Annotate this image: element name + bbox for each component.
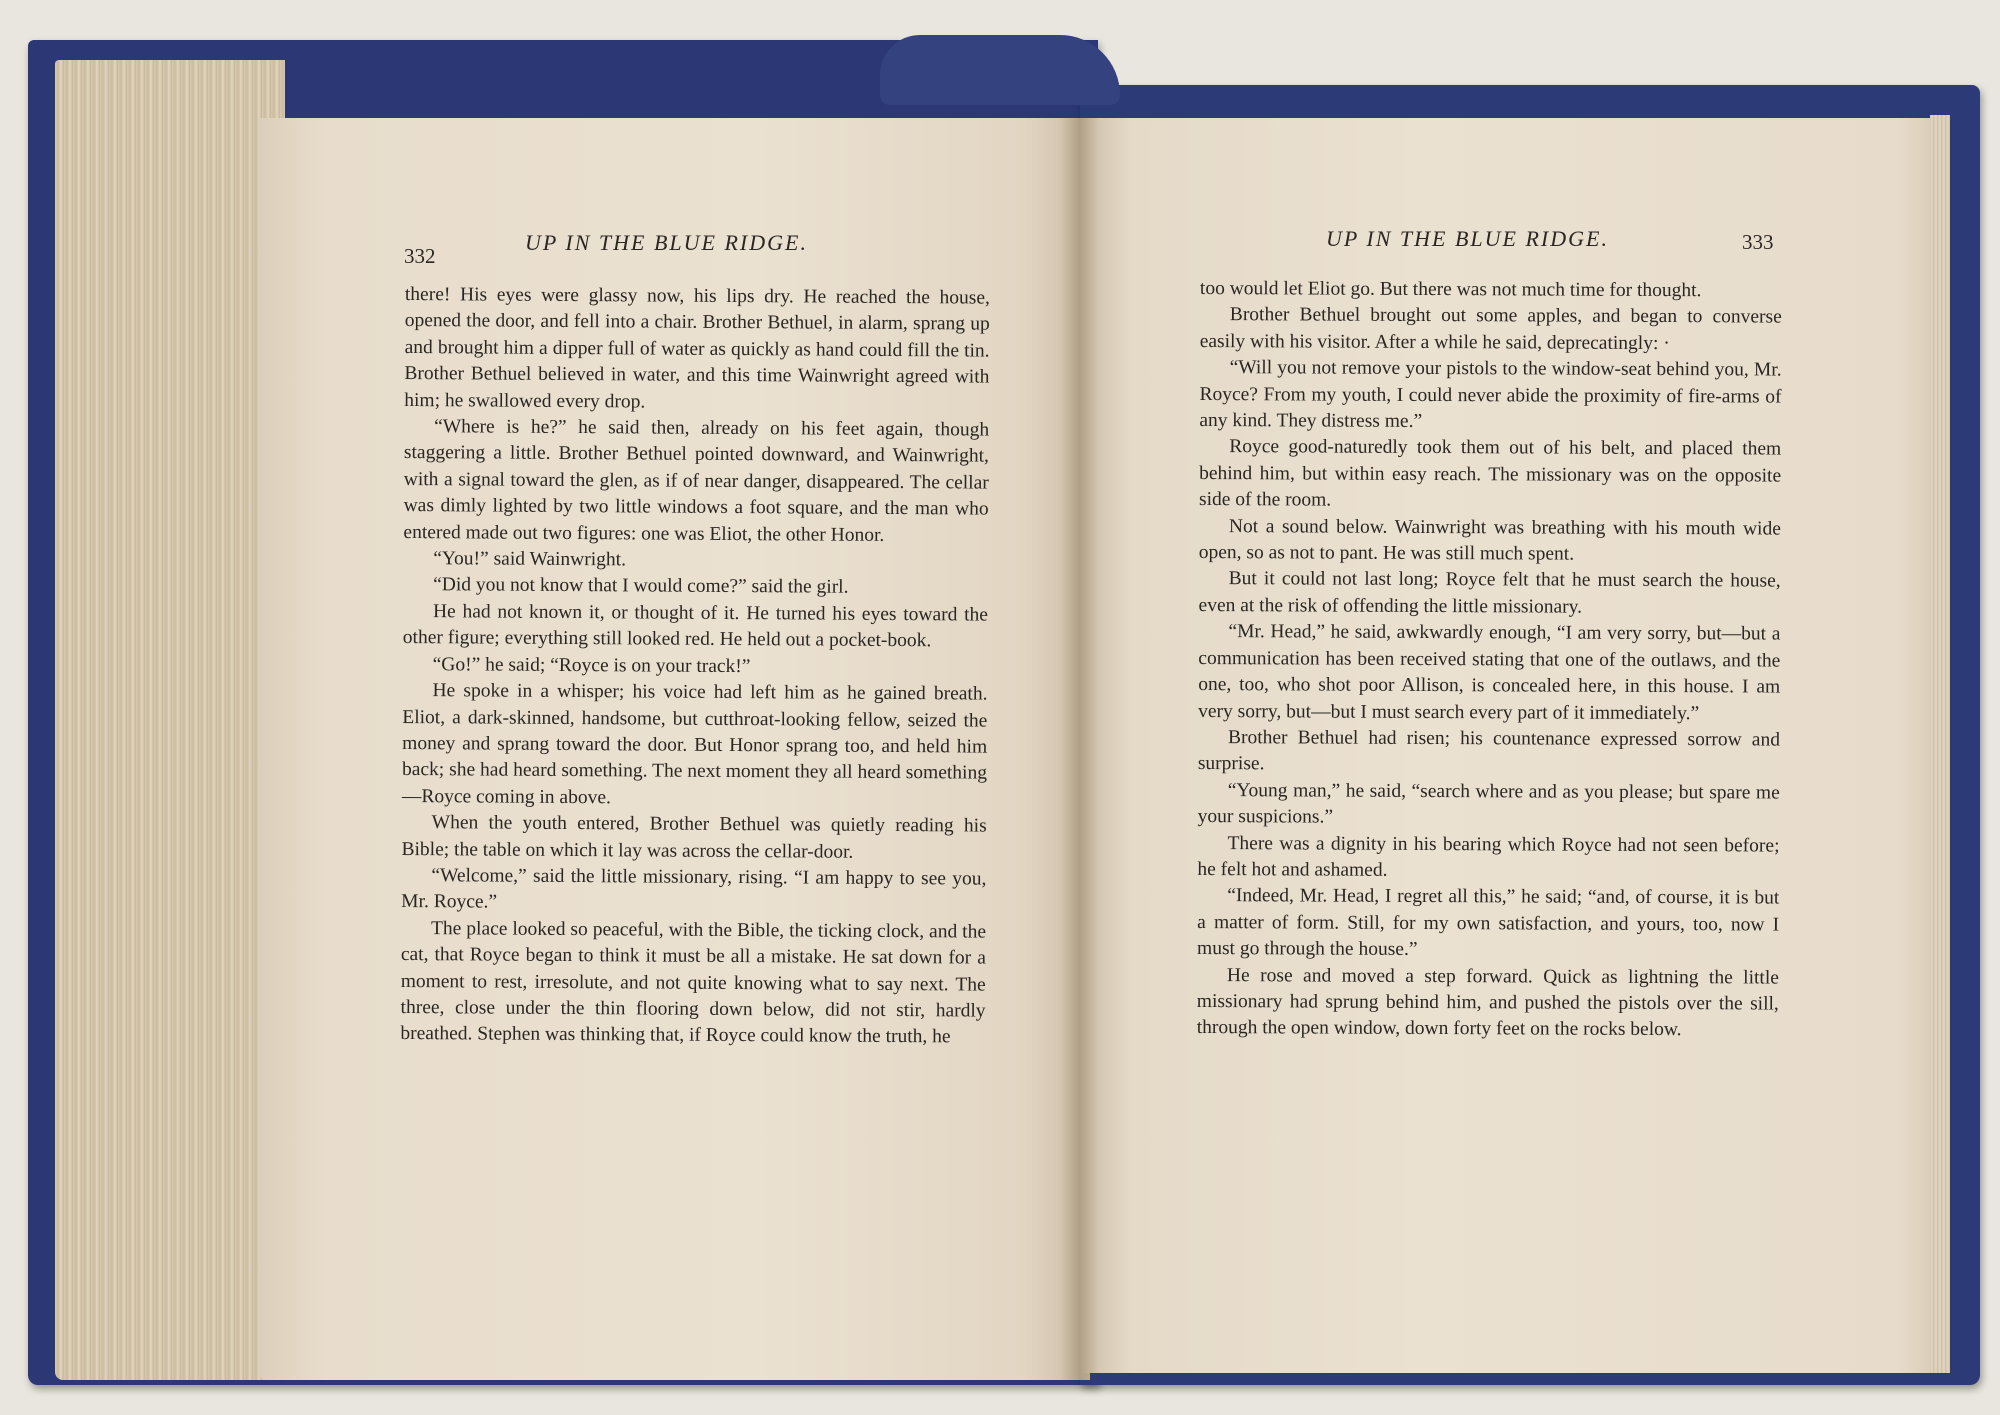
paragraph: Brother Bethuel had risen; his countenance expressed sorrow and surprise. [1197,727,1781,775]
page-edges [55,60,285,1380]
left-page-number: 332 [404,244,436,268]
paragraph: there! His eyes were glassy now, his lips dry. He reached the house, opened the door, and fell into a chair. Brother Bethuel, in alarm, sprang up and brought him a dipper full of water as quickly as hand could fill the tin. Brother Bethuel believed in water, and this time Wainwright agreed with him; he swallowed every drop. [404,283,990,413]
book-gutter [1060,118,1100,1380]
paragraph: “Mr. Head,” he said, awkwardly enough, “I am very sorry, but—but a communication has been received stating that one of the outlaws, and the one, too, who shot poor Allison, is concealed here, in this house. I am very sorry, but—but I must search every part of it immediately.” [1198,621,1781,724]
paragraph: The place looked so peaceful, with the Bible, the ticking clock, and the cat, that Royce began to think it must be all a mistake. He sat down for a moment to rest, irresolute, and not quite knowing what to say next. The three, close under the thin flooring down below, did not stir, hardly breathed. Stephen was thinking that, if Royce could know the truth, he [400,917,987,1048]
right-running-head: UP IN THE BLUE RIDGE. [1326,226,1609,251]
paragraph: There was a dignity in his bearing which Royce had not seen before; he felt hot and ashamed. [1197,832,1780,881]
paragraph: When the youth entered, Brother Bethuel was quietly reading his Bible; the table on which it lay was across the cellar-door. [401,812,987,863]
paragraph: Not a sound below. Wainwright was breathing with his mouth wide open, so as not to pant. He was still much spent. [1198,515,1781,565]
right-page-number: 333 [1742,230,1774,254]
paragraph: He rose and moved a step forward. Quick as lightning the little missionary had sprung behind him, and pushed the pistols over the sill, through the open window, down forty feet on the rocks below. [1196,964,1779,1041]
paragraph: He spoke in a whisper; his voice had left him as he gained breath. Eliot, a dark-skinned, handsome, but cutthroat-looking fellow, seized the money and sprang toward the door. But Honor sprang too, and held him back; she had heard something. The next moment they all heard something—Royce coming in above. [401,680,988,808]
right-page-edges [1930,115,1950,1373]
paragraph: “Where is he?” he said then, already on his feet again, though staggering a little. Brother Bethuel pointed downward, and Wainwright, with a signal toward the glen, as if of near danger, disappeared. The cellar was dimly lighted by two little windows a foot square, and the man who entered made out two figures: one was Eliot, the other Honor. [403,416,990,546]
paragraph: “Young man,” he said, “search where and as you please; but spare me your suspicions.” [1197,779,1780,828]
paragraph: But it could not last long; Royce felt that he must search the house, even at the risk of offending the little missionary. [1198,568,1781,618]
paragraph: “Indeed, Mr. Head, I regret all this,” he said; “and, of course, it is but a matter of form. Still, for my own satisfaction, and yours, too, now I must go through the house.” [1197,885,1780,961]
right-page-text [1197,276,1782,1044]
left-page-text [400,282,990,1051]
left-running-head: UP IN THE BLUE RIDGE. [525,230,808,255]
paragraph: “Welcome,” said the little missionary, rising. “I am happy to see you, Mr. Royce.” [401,865,987,913]
paragraph: He had not known it, or thought of it. He turned his eyes toward the other figure; everything still looked red. He held out a pocket-book. [402,601,989,652]
paragraph: “Will you not remove your pistols to the window-seat behind you, Mr. Royce? From my youth, I could never abide the proximity of fire-arms of any kind. They distress me.” [1199,357,1782,433]
paragraph: “You!” said Wainwright. [433,548,627,571]
book-spine [880,35,1120,105]
paragraph: Brother Bethuel brought out some apples, and began to converse easily with his visitor. After a while he said, deprecatingly: · [1199,304,1782,354]
paragraph: “Go!” he said; “Royce is on your track!” [432,653,751,677]
paragraph: too would let Eliot go. But there was not much time for thought. [1199,277,1702,302]
paragraph: Royce good-naturedly took them out of his belt, and placed them behind him, but within easy reach. The missionary was on the opposite side of the room. [1198,436,1782,511]
paragraph: “Did you not know that I would come?” said the girl. [433,574,849,599]
